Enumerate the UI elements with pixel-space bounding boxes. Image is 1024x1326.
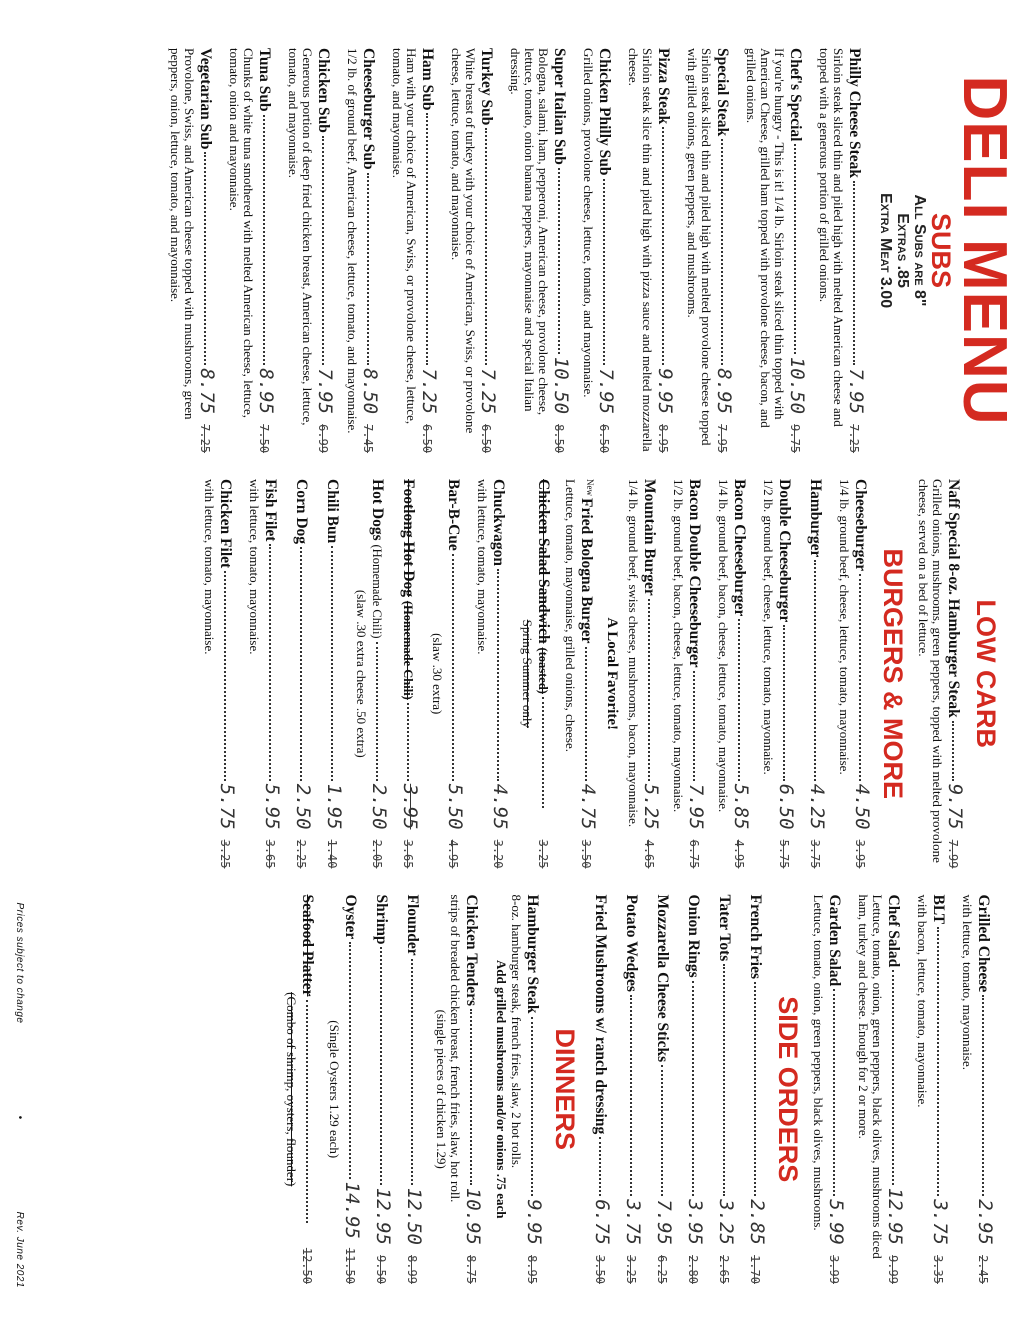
item-description: Provolone, Swiss, and American cheese topped with mushrooms, green peppers, onion, lettuce, tomato, and mayonnaise. [168,48,197,420]
item-name: Special Steak [714,48,731,137]
menu-item [563,479,599,868]
item-old-price: 12.50 [300,1247,314,1284]
menu-item [746,895,768,1284]
item-description: Lettuce, tomato, onion, green peppers, black olives, mushrooms. [811,894,826,1231]
item-price: 10.95 [462,1187,484,1245]
prices-disclaimer: Prices subject to change [14,902,25,1024]
item-old-price: 8.95 [525,1255,539,1284]
item-price: 7.95 [595,368,617,415]
menu-item [434,895,484,1284]
item-old-price: 7.50 [257,424,271,454]
item-old-price: 3.25 [218,839,232,869]
item-description: Sirloin steak slice thin and piled high with pizza sauce and melted mozzarella cheese. [626,48,655,452]
item-tag: (Homemade Chili) [370,544,384,639]
item-price: 5.25 [640,783,662,830]
burgers-heading: BURGERS & MORE [878,548,908,800]
item-old-price: 3.25 [536,839,550,869]
item-name: Seafood Platter [299,894,316,997]
item-price: 9.95 [523,1199,545,1245]
item-old-price: 6.50 [597,424,611,454]
item-name: Bacon Double Cheeseburger [686,479,703,668]
item-description: strips of breaded chicken breast, french fries, slaw, hot roll. [448,894,463,1203]
item-price: 3.25 [715,1199,737,1245]
item-old-price: 7.25 [847,424,861,454]
item-price: 6.50 [775,783,797,830]
item-name: Mozzarella Cheese Sticks [654,894,671,1063]
item-old-price: 7.25 [198,424,212,454]
item-tag: (Homemade Chili) [401,600,415,700]
footer-separator: • [14,1115,25,1120]
item-old-price: 7.99 [946,839,960,869]
item-name: Fried Mushrooms w/ ranch dressing [592,894,609,1135]
item-price: 8.50 [359,368,381,415]
item-name: Chef's Special [787,48,804,142]
item-old-price: 4.95 [446,839,460,869]
menu-item [716,479,752,868]
menu-item [323,479,345,868]
item-price: 3.75 [929,1199,951,1245]
item-old-price: 2.65 [717,1255,731,1284]
item-old-price: 8.99 [405,1255,419,1284]
item-price: 6.75 [591,1199,613,1245]
menu-item [286,48,336,453]
item-price: 5.75 [216,783,238,830]
extra-meat-note: Extra Meat 3.00 [877,192,894,309]
menu-item [520,479,554,868]
item-price: 2.50 [368,783,390,830]
item-description: with lettuce, tomato, mayonnaise. [202,479,217,655]
menu-item [626,479,662,868]
menu-item [168,48,218,453]
item-price: 12.95 [372,1187,394,1245]
item-name: Vegetarian Sub [197,48,214,150]
item-description: 1/4 lb. ground beef, bacon, cheese, lettuce, tomato, mayonnaise. [716,479,731,813]
item-description: 1/2 lb. ground beef, cheese, lettuce, tomato, mayonnaise. [761,479,776,775]
item-description: 1/4 lb. ground beef, cheese, lettuce, tomato, mayonnaise. [837,479,852,775]
lowcarb-heading: LOW CARB [971,599,1001,749]
menu-item [817,48,867,453]
item-old-price: 3.95 [853,839,867,869]
item-name: Oyster [342,894,359,940]
item-old-price: 3.99 [827,1255,841,1284]
item-old-price: 6.75 [687,839,701,869]
item-description: Grilled onions, provolone cheese, lettuce, tomato, and mayonnaise. [581,48,596,398]
item-price: 4.50 [851,783,873,830]
item-description: If you're hungry - This is it! 1/4 lb. Sirloin steak sliced thin topped with American Cheese, grilled ham topped with provolone cheese, bacon, and grilled onions. [744,48,787,428]
item-old-price: 8.95 [656,424,670,454]
new-badge: New [585,479,595,497]
menu-item [247,479,283,868]
item-old-price: 9.75 [788,424,802,454]
item-old-price: 6.25 [655,1255,669,1284]
item-name: Hamburger Steak [524,894,541,1014]
item-note: (single pieces of chicken 1.29) [434,1009,449,1169]
item-price: 5.95 [261,783,283,830]
item-price: 4.75 [577,783,599,830]
item-price: 10.50 [786,356,808,415]
menu-item [403,895,425,1284]
item-name: Cheeseburger Sub [360,48,377,170]
item-name: Chili Bun [324,479,341,544]
item-old-price: 3.75 [808,839,822,869]
item-old-price: 3.65 [401,839,415,869]
page-title: DELI MENU [950,75,1019,426]
item-name: Bar-B-Cue [445,479,462,551]
item-description: Chunks of white tuna smothered with melted American cheese, lettuce, tomato, onion and mayonnaise. [227,48,256,419]
item-name: Pizza Steak [655,48,672,125]
item-description: 1/2 lb. of ground beef, American cheese, lettuce, tomato, and mayonnaise. [345,48,360,434]
extras-note: Extras .85 [894,213,911,288]
item-description: Generous portion of deep fried chicken breast, American cheese, lettuce, tomato, and mayonnaise. [286,48,315,426]
item-description: with lettuce, tomato, mayonnaise. [960,894,975,1070]
item-old-price: 3.20 [491,839,505,869]
menu-item [327,895,363,1284]
item-price: 4.95 [489,783,511,830]
item-price: 9.75 [944,783,966,830]
item-old-price: 7.95 [715,424,729,454]
sides-list [591,895,768,1284]
item-price: 14.95 [341,1181,363,1239]
menu-item [354,479,390,868]
menu-item [685,48,735,453]
item-description: Sirloin steak sliced thin and piled high with melted American cheese and topped with a generous portion of grilled onions. [817,48,846,427]
item-price: 7.25 [477,368,499,415]
item-old-price: 2.25 [294,839,308,869]
item-price: 2.85 [746,1199,768,1245]
burgers-list [626,479,873,868]
item-name: Footlong Hot Dog [400,479,417,598]
subs-list [168,48,867,453]
item-name: Super Italian Sub [551,48,568,165]
item-price: 4.25 [806,783,828,830]
item-name: Mountain Burger [641,479,658,596]
item-old-price: 9.99 [886,1255,900,1284]
item-name: Corn Dog [293,479,310,545]
footer [14,903,25,1288]
subs-size-note: All Subs are 8" [911,194,928,307]
item-old-price: 11.50 [343,1247,357,1284]
item-old-price: 4.65 [642,839,656,869]
item-name: Philly Cheese Steak [846,48,863,179]
item-old-price: 3.65 [263,839,277,869]
item-name: BLT [930,894,947,925]
menu-item [493,895,545,1284]
item-name: Chicken Philly Sub [596,48,613,176]
menu-item [960,895,996,1284]
item-name: French Fries [747,894,764,980]
menu-item [202,479,238,868]
menu-item [508,48,572,453]
item-old-price: 1.40 [325,839,339,869]
menu-item [475,479,511,868]
menu-item [292,479,314,868]
menu-item [372,895,394,1284]
item-old-price: 1.70 [748,1255,762,1284]
subs-column [0,36,1024,467]
side-orders-heading: SIDE ORDERS [773,996,803,1183]
item-name: Chicken Tenders [463,894,480,1007]
item-note: (Single Oysters 1.29 each) [327,1020,342,1159]
burgers-column [0,467,1024,882]
menu-item [671,479,707,868]
menu-item [744,48,808,453]
item-description: Grilled onions, mushrooms, green peppers, topped with melted provolone cheese, served on a bed of lettuce. [916,479,945,863]
menu-item [430,479,466,868]
item-name: Grilled Cheese [975,894,992,993]
item-description: with bacon, lettuce, tomato, mayonnaise. [915,894,930,1108]
menu-item [399,479,421,868]
item-old-price: 2.45 [976,1255,990,1284]
item-description: 1/2 lb. ground beef, bacon, cheese, lettuce, tomato, mayonnaise. [671,479,686,813]
item-old-price: 3.50 [593,1255,607,1284]
item-description: (slaw .30 extra cheese .50 extra) [354,589,369,758]
item-name: Shrimp [373,894,390,945]
menu-item [837,479,873,868]
item-name: Tuna Sub [256,48,273,112]
item-price: 12.95 [884,1187,906,1245]
item-addon-note: Add grilled mushrooms and/or onions .75 each [494,960,509,1219]
menu-item [653,895,675,1284]
item-name: Cheeseburger [852,479,869,572]
menu-item [345,48,381,453]
item-name: Garden Salad [826,894,843,987]
item-price: 5.50 [444,783,466,830]
item-price: 7.95 [653,1199,675,1245]
menu-item [856,895,906,1284]
item-description: Sirloin steak sliced thin and piled high with melted provolone cheese topped with grilled onions, green peppers, and mushrooms. [685,48,714,446]
item-description: (Combo of shrimp, oysters, flounder) [284,992,299,1187]
item-price: 5.99 [825,1199,847,1245]
item-price: 12.50 [403,1187,425,1245]
item-description: Lettuce, tomato, onion, green peppers, black olives, mushrooms diced ham, turkey and cheese. Enough for 2 or more. [856,894,885,1259]
item-old-price: 5.75 [777,839,791,869]
item-description: White breast of turkey with your choice of American, Swiss, or provolone cheese, lettuce, tomato, and mayonnaise. [449,48,478,434]
item-old-price: 7.45 [361,424,375,454]
item-old-price: 4.95 [732,839,746,869]
item-name: Hot Dogs [369,479,386,541]
menu-item [684,895,706,1284]
item-name: Hamburger [807,479,824,558]
item-price: 8.75 [196,368,218,415]
item-name: Double Cheeseburger [776,479,793,623]
item-description: (slaw .30 extra) [430,633,445,715]
menu-item [449,48,499,453]
menu-item [915,895,951,1284]
item-old-price: 8.50 [552,424,566,454]
item-price: 5.85 [730,783,752,830]
item-price: 3.75 [622,1199,644,1245]
menu-item [284,895,318,1284]
item-name: Potato Wedges [623,894,640,992]
item-name: Fried Bologna Burger [578,498,595,644]
item-name: Tater Tots [716,894,733,962]
item-old-price: 6.50 [479,424,493,454]
menu-item [626,48,676,453]
item-description: Lettuce, tomato, mayonnaise, grilled onions, cheese. [563,479,578,752]
item-name: Chef Salad [885,894,902,968]
item-name: Chicken Sub [315,48,332,133]
menu-item [591,895,613,1284]
item-old-price: 6.50 [420,424,434,454]
item-name: Chuckwagon [490,479,507,567]
item-name: Turkey Sub [478,48,495,126]
menu-item [761,479,797,868]
menu-item [806,479,828,868]
menu-item [581,48,617,453]
item-price: 1.95 [323,783,345,830]
menu-item [715,895,737,1284]
item-old-price: 3.35 [931,1255,945,1284]
item-description: Ham with your choice of American, Swiss, or provolone cheese, lettuce, tomato, and mayonnaise. [390,48,419,425]
item-description: Spring Summer only [520,619,535,728]
item-price: 10.50 [550,356,572,415]
item-description: 8-oz. hamburger steak, french fries, slaw, 2 hot rolls. [509,894,524,1169]
menu-item [916,479,966,868]
item-price: 2.50 [292,783,314,830]
item-old-price: 2.05 [370,839,384,869]
item-old-price: 3.50 [579,839,593,869]
sides-dinners-column [0,883,1024,1298]
item-old-price: 6.99 [316,424,330,454]
item-name: Chicken Salad Sandwich [535,479,552,644]
item-price: 3.95 [399,783,421,830]
item-name: Onion Rings [685,894,702,978]
item-tag: (toasted) [536,647,550,694]
dinners-heading: DINNERS [550,1028,580,1150]
item-price: 9.95 [654,368,676,415]
menu-item [622,895,644,1284]
item-name: Flounder [404,894,421,956]
item-name: Bacon Cheeseburger [731,479,748,617]
item-price: 2.95 [974,1199,996,1245]
item-price: 8.95 [713,368,735,415]
item-old-price: 2.80 [686,1255,700,1284]
item-old-price: 8.75 [464,1255,478,1284]
item-price: 7.25 [418,368,440,415]
item-old-price: 3.25 [624,1255,638,1284]
item-description: with lettuce, tomato, mayonnaise. [475,479,490,655]
item-name: Fish Filet [262,479,279,542]
item-name: Naff Special 8-oz. Hamburger Steak [945,479,962,718]
revision-date: Rev. June 2021 [14,1211,25,1288]
item-price: 7.95 [314,368,336,415]
local-favorite-label: A Local Favorite! [604,617,620,731]
item-name: Ham Sub [419,48,436,111]
menu-item [390,48,440,453]
item-description: 1/4 lb. ground beef, swiss cheese, mushrooms, bacon, mayonnaise. [626,479,641,828]
item-description: Bologna, salami, ham, pepperoni, American cheese, provolone cheese, lettuce, tomato, onion banana peppers, mayonnaise and special Italian dressing. [508,48,551,416]
item-old-price: 9.50 [374,1255,388,1284]
item-price: 7.95 [685,783,707,830]
item-price: 8.95 [255,368,277,415]
item-price: 3.95 [684,1199,706,1245]
item-price: 7.95 [845,368,867,415]
item-description: with lettuce, tomato, mayonnaise. [247,479,262,655]
subs-heading: SUBS [926,213,956,289]
item-name: Chicken Filet [217,479,234,569]
menu-item [227,48,277,453]
menu-item [811,895,847,1284]
